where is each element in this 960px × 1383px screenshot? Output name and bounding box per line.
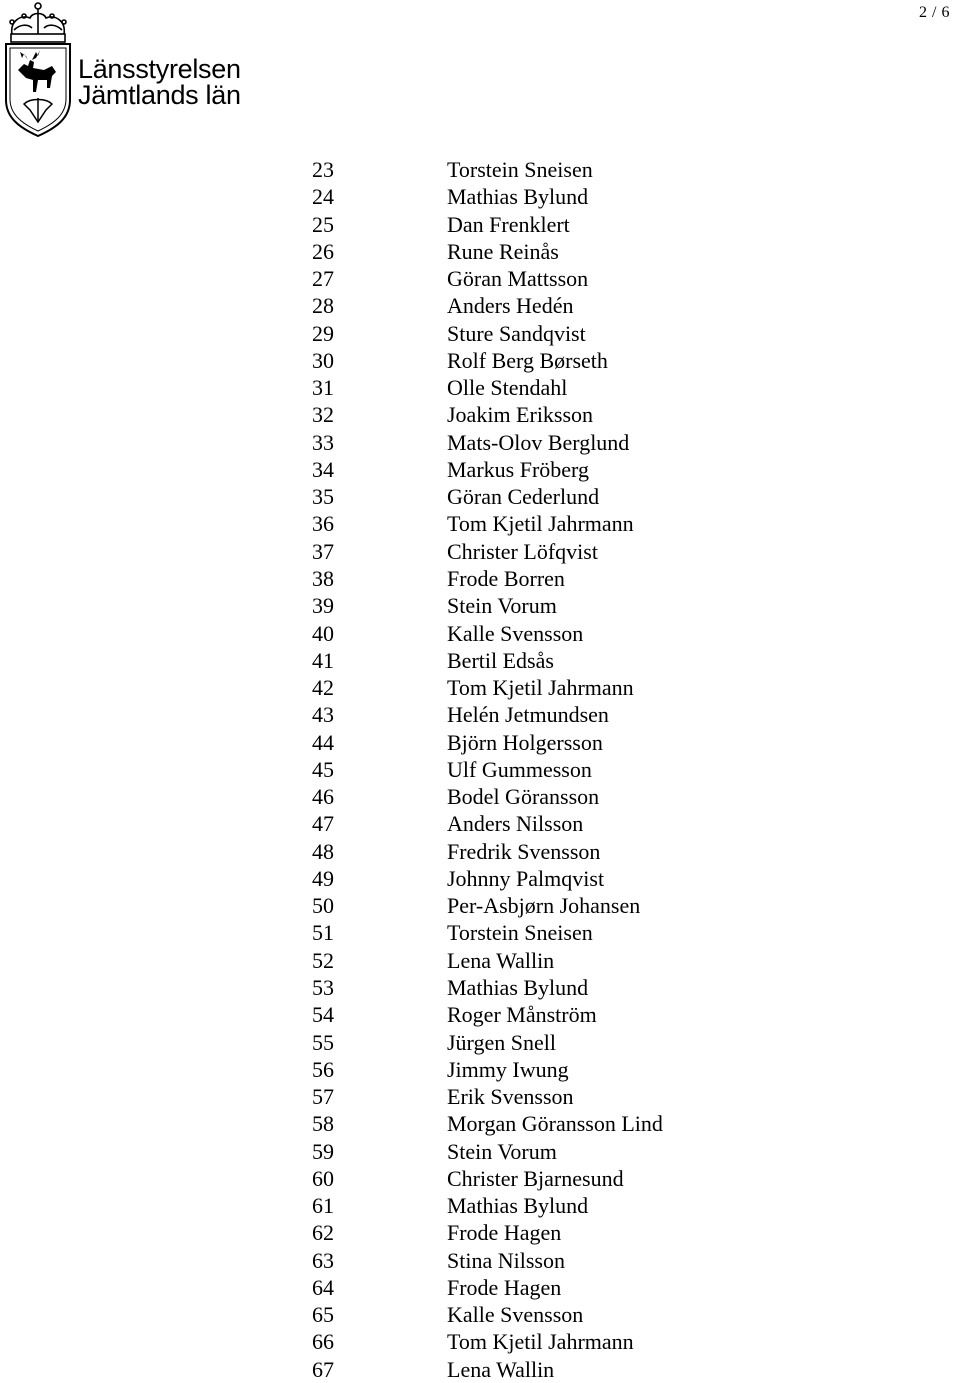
row-name: Johnny Palmqvist	[447, 865, 605, 891]
row-name: Göran Cederlund	[447, 484, 600, 510]
row-number: 34	[312, 456, 334, 482]
row-number: 30	[312, 347, 334, 373]
list-row	[0, 538, 960, 565]
row-name: Frode Hagen	[447, 1220, 562, 1246]
row-name: Stein Vorum	[447, 1138, 557, 1164]
list-row	[0, 374, 960, 401]
row-name: Stein Vorum	[447, 593, 557, 619]
row-number: 43	[312, 702, 334, 728]
list-row	[0, 1219, 960, 1246]
row-number: 49	[312, 865, 334, 891]
row-number: 65	[312, 1302, 334, 1328]
list-row	[0, 1274, 960, 1301]
row-number: 25	[312, 211, 334, 237]
row-number: 67	[312, 1356, 334, 1382]
list-row	[0, 265, 960, 292]
row-name: Kalle Svensson	[447, 620, 584, 646]
list-row	[0, 810, 960, 837]
row-name: Olle Stendahl	[447, 375, 568, 401]
list-row	[0, 510, 960, 537]
list-row	[0, 756, 960, 783]
list-row	[0, 1083, 960, 1110]
list-row	[0, 974, 960, 1001]
row-name: Lena Wallin	[447, 1356, 555, 1382]
list-row	[0, 320, 960, 347]
row-number: 63	[312, 1247, 334, 1273]
row-name: Frode Hagen	[447, 1274, 562, 1300]
row-number: 52	[312, 947, 334, 973]
row-number: 54	[312, 1002, 334, 1028]
list-row	[0, 1301, 960, 1328]
row-number: 62	[312, 1220, 334, 1246]
list-row	[0, 1138, 960, 1165]
row-number: 41	[312, 647, 334, 673]
row-name: Tom Kjetil Jahrmann	[447, 675, 634, 701]
row-name: Mathias Bylund	[447, 974, 589, 1000]
row-number: 27	[312, 266, 334, 292]
row-number: 28	[312, 293, 334, 319]
row-number: 55	[312, 1029, 334, 1055]
row-name: Markus Fröberg	[447, 456, 589, 482]
logo-subtitle: Jämtlands län	[78, 80, 241, 110]
list-row	[0, 456, 960, 483]
participant-list	[0, 156, 960, 1383]
row-name: Rune Reinås	[447, 238, 559, 264]
row-number: 24	[312, 184, 334, 210]
row-number: 48	[312, 838, 334, 864]
row-number: 60	[312, 1165, 334, 1191]
list-row	[0, 674, 960, 701]
list-row	[0, 701, 960, 728]
list-row	[0, 892, 960, 919]
row-name: Mats-Olov Berglund	[447, 429, 630, 455]
list-row	[0, 783, 960, 810]
list-row	[0, 565, 960, 592]
list-row	[0, 1001, 960, 1028]
list-row	[0, 1356, 960, 1383]
row-name: Helén Jetmundsen	[447, 702, 609, 728]
row-name: Sture Sandqvist	[447, 320, 586, 346]
list-row	[0, 1328, 960, 1355]
list-row	[0, 838, 960, 865]
row-number: 66	[312, 1329, 334, 1355]
row-number: 37	[312, 538, 334, 564]
list-row	[0, 183, 960, 210]
row-name: Erik Svensson	[447, 1084, 574, 1110]
row-number: 32	[312, 402, 334, 428]
row-number: 23	[312, 157, 334, 182]
row-name: Per-Asbjørn Johansen	[447, 893, 641, 919]
row-name: Lena Wallin	[447, 947, 555, 973]
list-row	[0, 156, 960, 183]
row-number: 58	[312, 1111, 334, 1137]
list-row	[0, 1110, 960, 1137]
row-number: 50	[312, 893, 334, 919]
row-name: Stina Nilsson	[447, 1247, 565, 1273]
row-number: 59	[312, 1138, 334, 1164]
list-row	[0, 347, 960, 374]
list-row	[0, 238, 960, 265]
row-name: Göran Mattsson	[447, 266, 589, 292]
row-name: Björn Holgersson	[447, 729, 603, 755]
list-row	[0, 429, 960, 456]
row-name: Morgan Göransson Lind	[447, 1111, 663, 1137]
row-name: Torstein Sneisen	[447, 157, 593, 182]
row-number: 36	[312, 511, 334, 537]
row-name: Joakim Eriksson	[447, 402, 594, 428]
list-row	[0, 211, 960, 238]
row-name: Bertil Edsås	[447, 647, 554, 673]
row-number: 33	[312, 429, 334, 455]
row-number: 46	[312, 784, 334, 810]
row-name: Frode Borren	[447, 565, 565, 591]
logo-title: Länsstyrelsen	[78, 54, 241, 84]
row-number: 56	[312, 1056, 334, 1082]
row-name: Roger Månström	[447, 1002, 597, 1028]
list-row	[0, 620, 960, 647]
row-number: 53	[312, 974, 334, 1000]
list-row	[0, 729, 960, 756]
row-name: Torstein Sneisen	[447, 920, 593, 946]
row-number: 45	[312, 756, 334, 782]
row-number: 42	[312, 675, 334, 701]
row-name: Anders Hedén	[447, 293, 574, 319]
list-row	[0, 483, 960, 510]
row-number: 39	[312, 593, 334, 619]
list-row	[0, 1165, 960, 1192]
row-name: Christer Löfqvist	[447, 538, 598, 564]
row-name: Kalle Svensson	[447, 1302, 584, 1328]
row-number: 64	[312, 1274, 334, 1300]
row-number: 51	[312, 920, 334, 946]
list-row	[0, 1192, 960, 1219]
row-name: Mathias Bylund	[447, 1193, 589, 1219]
row-name: Bodel Göransson	[447, 784, 600, 810]
row-number: 29	[312, 320, 334, 346]
row-name: Rolf Berg Børseth	[447, 347, 608, 373]
row-name: Tom Kjetil Jahrmann	[447, 1329, 634, 1355]
row-number: 31	[312, 375, 334, 401]
row-number: 44	[312, 729, 334, 755]
row-number: 26	[312, 238, 334, 264]
row-name: Ulf Gummesson	[447, 756, 592, 782]
coat-of-arms-icon	[0, 0, 76, 140]
list-row	[0, 865, 960, 892]
row-name: Christer Bjarnesund	[447, 1165, 624, 1191]
list-row	[0, 647, 960, 674]
row-number: 38	[312, 565, 334, 591]
row-name: Tom Kjetil Jahrmann	[447, 511, 634, 537]
row-name: Mathias Bylund	[447, 184, 589, 210]
row-number: 57	[312, 1084, 334, 1110]
row-number: 61	[312, 1193, 334, 1219]
row-name: Jimmy Iwung	[447, 1056, 569, 1082]
row-name: Dan Frenklert	[447, 211, 570, 237]
row-name: Fredrik Svensson	[447, 838, 601, 864]
row-name: Anders Nilsson	[447, 811, 584, 837]
row-name: Jürgen Snell	[447, 1029, 556, 1055]
list-row	[0, 1247, 960, 1274]
list-row	[0, 292, 960, 319]
list-row	[0, 592, 960, 619]
list-row	[0, 1056, 960, 1083]
list-row	[0, 1029, 960, 1056]
county-logo	[0, 0, 240, 140]
list-row	[0, 401, 960, 428]
row-number: 35	[312, 484, 334, 510]
list-row	[0, 919, 960, 946]
list-row	[0, 947, 960, 974]
page-number: 2 / 6	[919, 4, 950, 21]
row-number: 40	[312, 620, 334, 646]
row-number: 47	[312, 811, 334, 837]
